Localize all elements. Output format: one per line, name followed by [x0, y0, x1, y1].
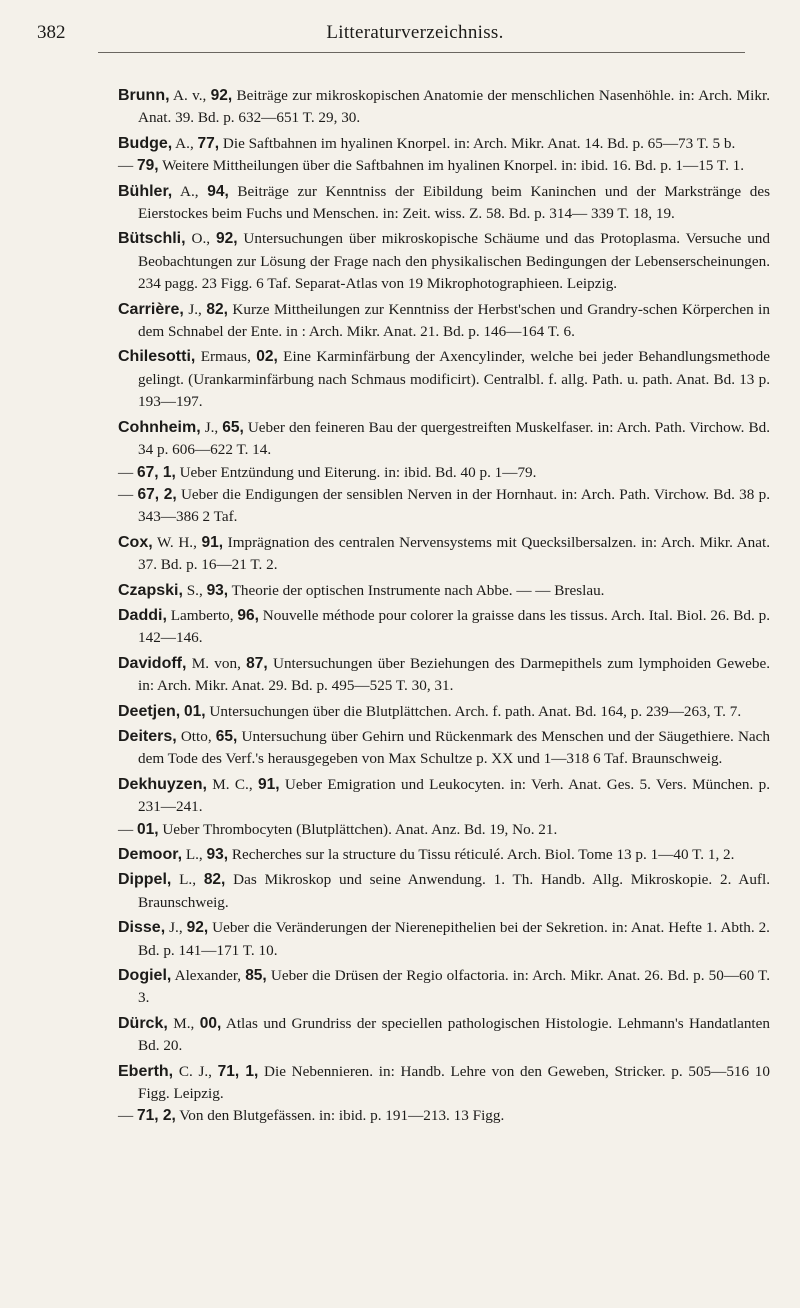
- entry-prefix: J.,: [200, 418, 223, 436]
- entry-author: Bühler,: [118, 182, 173, 200]
- bibliography-entry: [118, 605, 770, 650]
- entry-text: Theorie der optischen Instrumente nach Abbe. — — Breslau.: [228, 581, 605, 599]
- entry-year: 91,: [258, 775, 280, 793]
- entry-text: Imprägnation des centralen Nervensystems mit Quecksilbersalzen. in: Arch. Mikr. Anat. 37. Bd. p. 16—21 T. 2.: [138, 533, 771, 574]
- bibliography-entry: [118, 774, 770, 819]
- entry-text: Untersuchungen über Beziehungen des Darmepithels zum lymphoiden Gewebe. in: Arch. Mikr. Anat. 29. Bd. p. 495—525 T. 30, 31.: [138, 654, 770, 695]
- entry-text: Von den Blutgefässen. in: ibid. p. 191—213. 13 Figg.: [175, 1107, 505, 1125]
- entry-text: Ueber Emigration und Leukocyten. in: Verh. Anat. Ges. 5. Vers. München. p. 231—241.: [138, 775, 771, 816]
- entry-author: Bütschli,: [118, 230, 186, 248]
- bibliography-entry: [118, 1105, 770, 1127]
- entry-text: Ueber die Veränderungen der Nierenepithelien bei der Sekretion. in: Anat. Hefte 1. Abth. 2. Bd. p. 141—171 T. 10.: [138, 919, 770, 959]
- bibliography-entry: [118, 844, 770, 866]
- entry-text: Beiträge zur Kenntniss der Eibildung beim Kaninchen und der Markstränge des Eierstockes beim Fuchs und Menschen. in: Zeit. wiss. Z. 58. Bd. p. 314— 339 T. 18, 19.: [138, 182, 770, 223]
- entry-prefix: Alexander,: [171, 967, 246, 985]
- entry-author: Dogiel,: [118, 967, 172, 985]
- entry-prefix: L.,: [182, 846, 207, 863]
- entry-prefix: M.,: [167, 1014, 200, 1032]
- bibliography-entry: [118, 701, 770, 723]
- entry-text: Ueber die Endigungen der sensiblen Nerven in der Hornhaut. in: Arch. Path. Virchow. Bd. 38 p. 343—386 2 Taf.: [138, 485, 770, 526]
- entry-prefix: Lamberto,: [166, 606, 238, 624]
- entry-prefix: O.,: [185, 230, 216, 248]
- entry-year: 79,: [136, 157, 159, 175]
- entry-prefix: M. von,: [186, 654, 247, 672]
- bibliography-entry: [118, 417, 770, 462]
- bibliography-list: [118, 85, 770, 1128]
- entry-text: Recherches sur la structure du Tissu réticulé. Arch. Biol. Tome 13 p. 1—40 T. 1, 2.: [228, 846, 735, 863]
- bibliography-entry: [118, 181, 770, 226]
- entry-author: Cohnheim,: [118, 418, 201, 436]
- entry-year: 96,: [237, 606, 259, 624]
- entry-author: Dürck,: [118, 1014, 168, 1032]
- entry-text: Eine Karminfärbung der Axencylinder, welche bei jeder Behandlungsmethode gelingt. (Urankarminfärbung nach Schmaus modificirt). Centralbl. f. allg. Path. u. path. Anat. Bd. 13 p. 193—197.: [138, 348, 770, 411]
- entry-year: 92,: [215, 230, 238, 248]
- entry-year: 71, 2,: [136, 1107, 176, 1125]
- entry-prefix: J.,: [165, 919, 187, 937]
- entry-prefix: J.,: [183, 300, 207, 318]
- entry-text: Nouvelle méthode pour colorer la graisse dans les tissus. Arch. Ital. Biol. 26. Bd. p. 142—146.: [138, 606, 770, 647]
- entry-year: 87,: [246, 654, 268, 672]
- entry-prefix: —: [118, 1107, 137, 1125]
- entry-text: Ueber Thrombocyten (Blutplättchen). Anat. Anz. Bd. 19, No. 21.: [158, 820, 558, 838]
- entry-author: Disse,: [118, 919, 166, 937]
- bibliography-entry: [118, 484, 770, 529]
- entry-year: 93,: [206, 846, 229, 863]
- entry-author: Dippel,: [118, 871, 172, 889]
- entry-year: 82,: [203, 871, 226, 889]
- bibliography-entry: [118, 653, 770, 698]
- entry-author: Demoor,: [118, 846, 183, 863]
- entry-prefix: M. C.,: [206, 775, 258, 793]
- entry-text: Die Saftbahnen im hyalinen Knorpel. in: Arch. Mikr. Anat. 14. Bd. p. 65—73 T. 5 b.: [219, 134, 736, 152]
- page-number: 382: [37, 22, 66, 43]
- bibliography-entry: [118, 1013, 770, 1058]
- entry-year: 65,: [215, 727, 238, 745]
- entry-author: Dekhuyzen,: [118, 775, 207, 793]
- bibliography-entry: [118, 532, 770, 577]
- entry-prefix: Ermaus,: [195, 348, 257, 366]
- page-header: [0, 0, 800, 72]
- entry-text: Weitere Mittheilungen über die Saftbahnen im hyalinen Knorpel. in: ibid. 16. Bd. p. 1—15 T. 1.: [158, 157, 745, 175]
- bibliography-entry: [118, 819, 770, 841]
- entry-prefix: W. H.,: [152, 533, 202, 551]
- bibliography-entry: [118, 1061, 770, 1106]
- entry-author: Chilesotti,: [118, 348, 196, 366]
- entry-prefix: —: [118, 463, 137, 481]
- header-rule: [98, 52, 745, 53]
- bibliography-entry: [118, 462, 770, 484]
- entry-text: Ueber die Drüsen der Regio olfactoria. in: Arch. Mikr. Anat. 26. Bd. p. 50—60 T. 3.: [138, 967, 770, 1007]
- entry-year: 67, 1,: [136, 463, 176, 481]
- entry-year: 01,: [136, 820, 159, 838]
- entry-prefix: Otto,: [176, 727, 216, 745]
- entry-text: Atlas und Grundriss der speciellen pathologischen Histologie. Lehmann's Handatlanten Bd. 20.: [138, 1014, 770, 1055]
- bibliography-entry: [118, 580, 770, 602]
- entry-text: Ueber den feineren Bau der quergestreiften Muskelfaser. in: Arch. Path. Virchow. Bd. 34 p. 606—622 T. 14.: [138, 418, 770, 459]
- bibliography-entry: [118, 869, 770, 914]
- entry-author: Davidoff,: [118, 654, 187, 672]
- entry-prefix: A. v.,: [169, 87, 211, 104]
- entry-year: 85,: [245, 967, 267, 985]
- entry-prefix: C. J.,: [173, 1062, 218, 1080]
- entry-year: 02,: [256, 348, 278, 366]
- entry-year: 77,: [197, 134, 220, 152]
- bibliography-entry: [118, 965, 770, 1010]
- entry-text: Beiträge zur mikroskopischen Anatomie der menschlichen Nasenhöhle. in: Arch. Mikr. Anat. 39. Bd. p. 632—651 T. 29, 30.: [138, 87, 770, 127]
- entry-author: Daddi,: [118, 606, 167, 624]
- entry-prefix: —: [118, 820, 137, 838]
- entry-prefix: A.,: [172, 134, 198, 152]
- entry-year: 91,: [201, 533, 224, 551]
- entry-author: Deiters,: [118, 727, 177, 745]
- entry-author: Deetjen,: [118, 702, 181, 720]
- entry-year: 67, 2,: [137, 485, 177, 503]
- entry-text: Die Nebennieren. in: Handb. Lehre von den Geweben, Stricker. p. 505—516 10 Figg. Leipzig.: [138, 1062, 770, 1103]
- entry-year: 93,: [206, 581, 229, 599]
- bibliography-entry: [118, 346, 770, 413]
- entry-author: Carrière,: [118, 300, 184, 318]
- bibliography-entry: [118, 299, 770, 344]
- entry-prefix: A.,: [172, 182, 208, 200]
- entry-text: Untersuchungen über mikroskopische Schäume und das Protoplasma. Versuche und Beobachtungen zur Lösung der Frage nach den physikalischen Bedingungen der Lebenserscheinungen. 234 pagg. 23 Figg. 6 Taf. Separat-Atlas von 19 Mikrophotographieen. Leipzig.: [138, 230, 770, 293]
- entry-author: Eberth,: [118, 1062, 174, 1080]
- entry-text: Untersuchungen über die Blutplättchen. Arch. f. path. Anat. Bd. 164, p. 239—263, T. 7.: [205, 702, 742, 720]
- entry-year: 00,: [199, 1014, 222, 1032]
- bibliography-entry: [118, 155, 770, 177]
- bibliography-entry: [118, 228, 770, 295]
- entry-author: Czapski,: [118, 581, 183, 599]
- entry-text: Untersuchung über Gehirn und Rückenmark des Menschen und der Säugethiere. Nach dem Tode des Verf.'s herausgegeben von Max Schultze p. XX und 1—318 6 Taf. Braunschweig.: [138, 727, 770, 768]
- bibliography-entry: [118, 133, 770, 155]
- entry-prefix: —: [118, 157, 137, 175]
- entry-prefix: S.,: [182, 581, 207, 599]
- entry-text: Ueber Entzündung und Eiterung. in: ibid. Bd. 40 p. 1—79.: [175, 463, 537, 481]
- entry-text: Das Mikroskop und seine Anwendung. 1. Th. Handb. Allg. Mikroskopie. 2. Aufl. Braunschweig.: [138, 871, 770, 911]
- entry-author: Budge,: [118, 134, 173, 152]
- entry-year: 94,: [207, 182, 229, 200]
- bibliography-entry: [118, 917, 770, 962]
- entry-year: 82,: [206, 300, 228, 318]
- entry-text: Kurze Mittheilungen zur Kenntniss der Herbst'schen und Grandry-schen Körperchen in dem Schnabel der Ente. in : Arch. Mikr. Anat. 21. Bd. p. 146—164 T. 6.: [138, 300, 770, 341]
- entry-author: Brunn,: [118, 87, 170, 104]
- entry-year: 71, 1,: [217, 1062, 259, 1080]
- bibliography-entry: [118, 726, 770, 771]
- entry-year: 92,: [210, 87, 233, 104]
- entry-year: 01,: [184, 702, 206, 720]
- bibliography-entry: [118, 85, 770, 130]
- running-title: Litteraturverzeichniss.: [326, 22, 504, 43]
- entry-author: Cox,: [118, 533, 153, 551]
- entry-prefix: L.,: [171, 871, 204, 889]
- entry-year: 92,: [186, 919, 209, 937]
- entry-year: 65,: [222, 418, 244, 436]
- entry-prefix: —: [118, 485, 138, 503]
